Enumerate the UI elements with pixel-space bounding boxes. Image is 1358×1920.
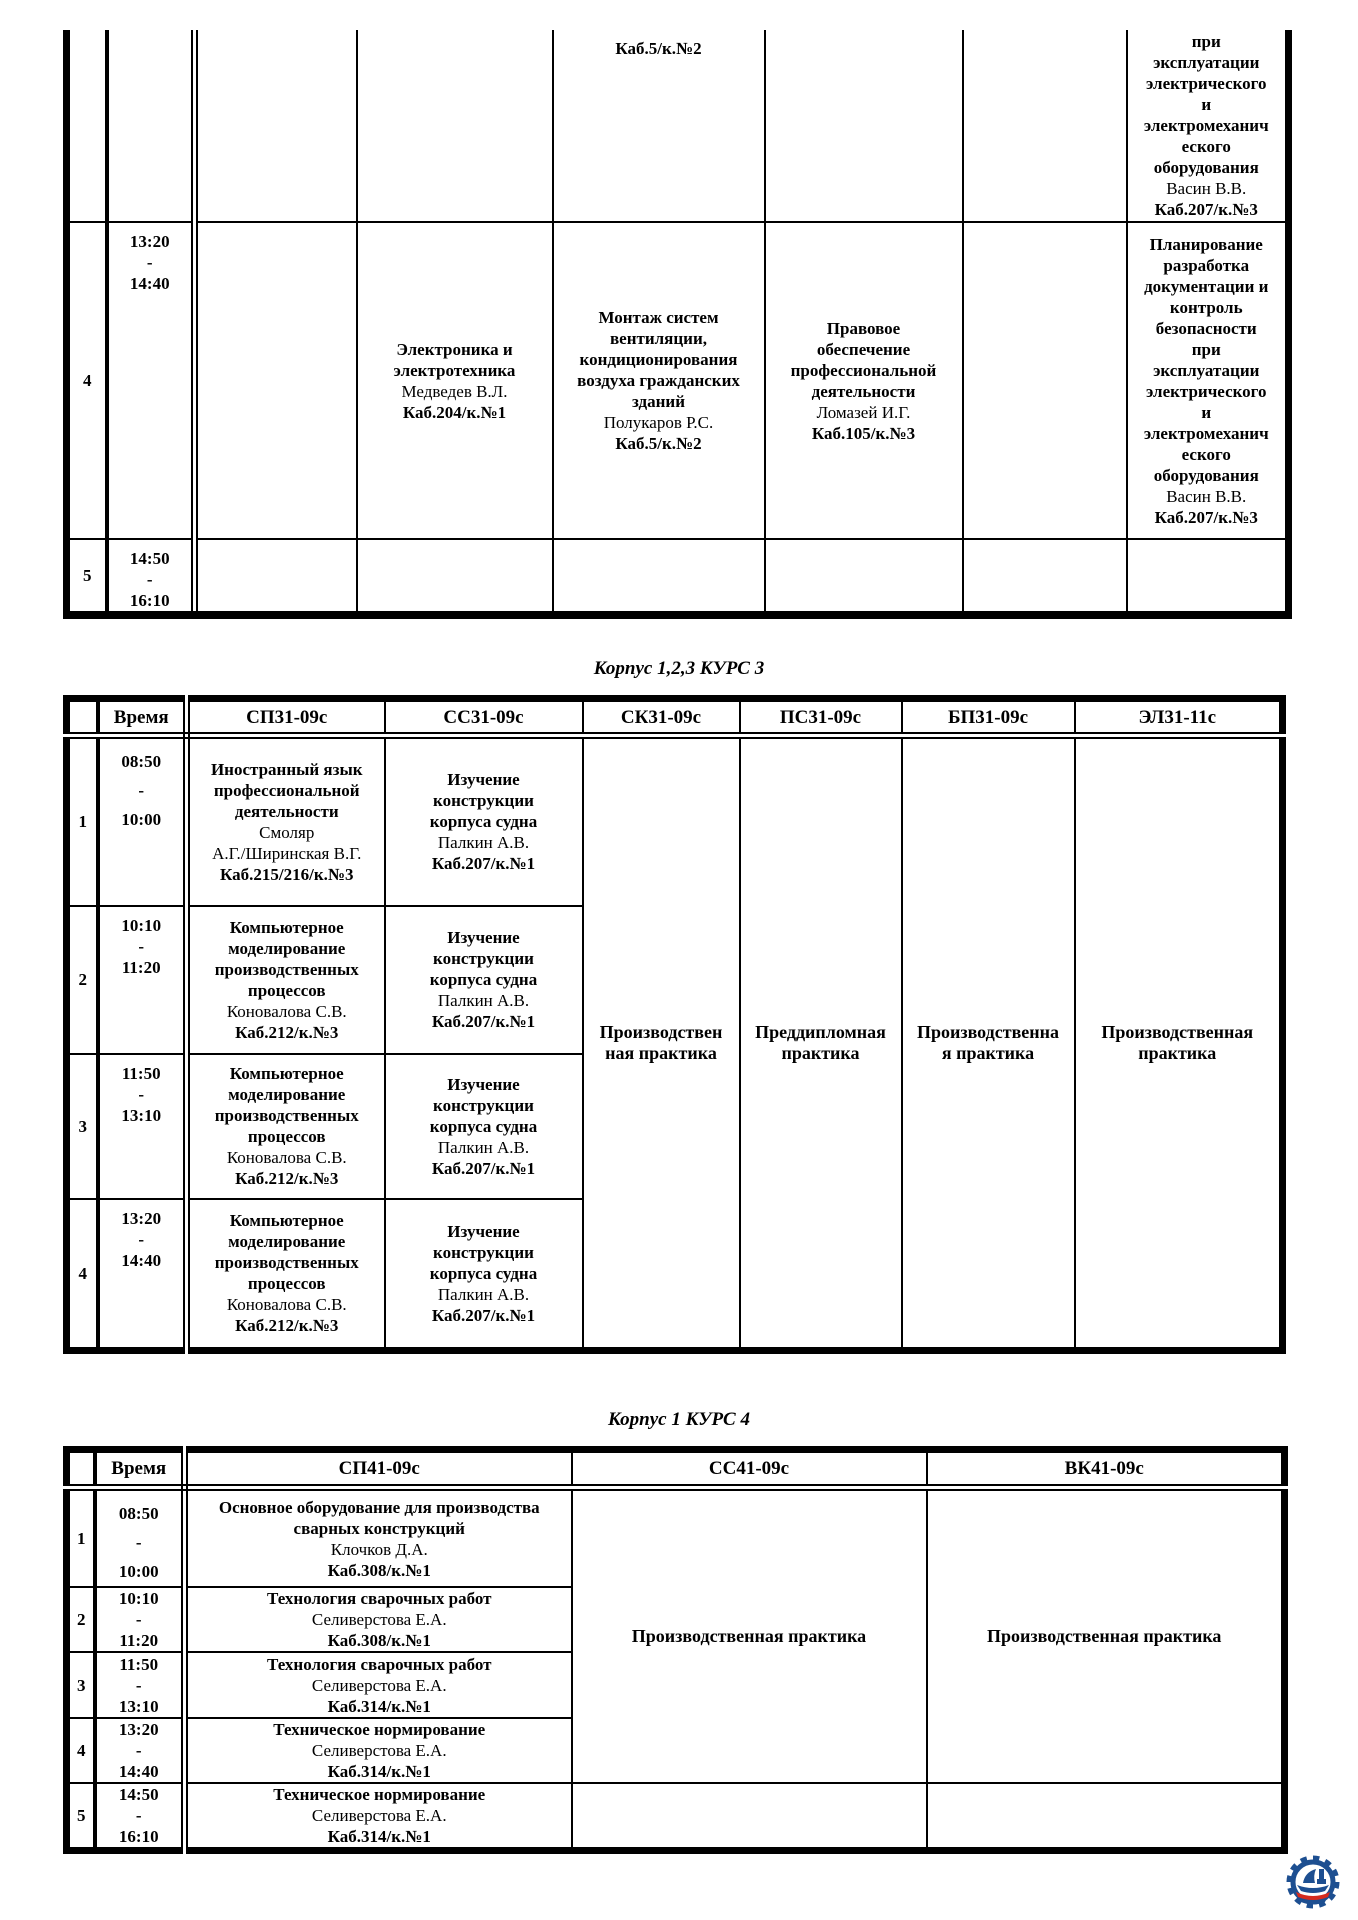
time-cell: 13:20 - 14:40 <box>98 1199 187 1351</box>
course4-title: Корпус 1 КУРС 4 <box>608 1409 750 1430</box>
group-header-ps31: ПС31-09с <box>740 699 902 736</box>
time-cell: 10:10 - 11:20 <box>98 906 187 1054</box>
table-row-1 <box>67 1488 1285 1588</box>
time-header-cell: Время <box>98 699 187 736</box>
table-row-5 <box>67 1783 1285 1851</box>
corner-cell <box>67 699 98 736</box>
empty-lesson-cell <box>195 539 357 615</box>
time-header-cell: Время <box>95 1450 185 1488</box>
lesson-cell: Компьютерное моделирование производственных процессов Коновалова С.В. Каб.212/к.№3 <box>187 1199 385 1351</box>
row-number-cell: 2 <box>67 906 98 1054</box>
time-cell: 11:50 - 13:10 <box>95 1652 185 1718</box>
group-header-sp41: СП41-09с <box>185 1450 572 1488</box>
group-header-el31: ЭЛ31-11с <box>1075 699 1283 736</box>
row-number-cell: 1 <box>67 736 98 906</box>
empty-lesson-cell <box>765 30 963 222</box>
time-cell: 13:20 - 14:40 <box>95 1718 185 1783</box>
lesson-cell: Технология сварочных работ Селиверстова Е.А. Каб.308/к.№1 <box>185 1587 572 1652</box>
empty-lesson-cell <box>195 30 357 222</box>
practice-cell-sk31: Производствен ная практика <box>583 736 740 1351</box>
empty-lesson-cell <box>1127 539 1289 615</box>
row-number-cell: 4 <box>67 1199 98 1351</box>
lesson-cell: Планирование разработка документации и контроль безопасности при эксплуатации электрического и электромеханич еского оборудования Васин В.В. Каб.207/к.№3 <box>1127 222 1289 539</box>
time-cell: 11:50 - 13:10 <box>98 1054 187 1199</box>
time-cell: 08:50 - 10:00 <box>98 736 187 906</box>
empty-lesson-cell <box>357 539 553 615</box>
group-header-vk41: ВК41-09с <box>927 1450 1285 1488</box>
group-header-ss31: СС31-09с <box>385 699 583 736</box>
group-header-sp31: СП31-09с <box>187 699 385 736</box>
row-number-cell: 2 <box>67 1587 95 1652</box>
lesson-cell: Компьютерное моделирование производственных процессов Коновалова С.В. Каб.212/к.№3 <box>187 906 385 1054</box>
time-cell: 13:20 - 14:40 <box>107 222 195 539</box>
time-cell: 14:50 - 16:10 <box>95 1783 185 1851</box>
time-cell <box>107 30 195 222</box>
row-number-cell: 1 <box>67 1488 95 1588</box>
time-cell: 14:50 - 16:10 <box>107 539 195 615</box>
course4-schedule-table <box>63 1446 1288 1854</box>
lesson-cell-room-only: Каб.5/к.№2 <box>553 30 765 222</box>
empty-lesson-cell <box>963 30 1127 222</box>
time-cell: 08:50 - 10:00 <box>95 1488 185 1588</box>
practice-cell-vk41: Производственная практика <box>927 1488 1285 1784</box>
lesson-cell: Основное оборудование для производства сварных конструкций Клочков Д.А. Каб.308/к.№1 <box>185 1488 572 1588</box>
row-number-cell <box>67 30 107 222</box>
empty-lesson-cell <box>963 222 1127 539</box>
table-row-partial <box>67 30 1289 222</box>
empty-lesson-cell <box>195 222 357 539</box>
college-logo-icon <box>1284 1854 1342 1916</box>
header-row <box>67 699 1283 736</box>
corner-cell <box>67 1450 95 1488</box>
empty-lesson-cell <box>927 1783 1285 1851</box>
empty-lesson-cell <box>963 539 1127 615</box>
course3-title: Корпус 1,2,3 КУРС 3 <box>593 658 765 679</box>
empty-lesson-cell <box>357 30 553 222</box>
table-row-4 <box>67 222 1289 539</box>
row-number-cell: 4 <box>67 1718 95 1783</box>
lesson-cell: Электроника и электротехника Медведев В.Л. Каб.204/к.№1 <box>357 222 553 539</box>
lesson-cell: Технология сварочных работ Селиверстова Е.А. Каб.314/к.№1 <box>185 1652 572 1718</box>
lesson-cell: Изучение конструкции корпуса судна Палкин А.В. Каб.207/к.№1 <box>385 1054 583 1199</box>
row-number-cell: 3 <box>67 1652 95 1718</box>
row-number-cell: 3 <box>67 1054 98 1199</box>
lesson-cell: Правовое обеспечение профессиональной деятельности Ломазей И.Г. Каб.105/к.№3 <box>765 222 963 539</box>
lesson-cell: Изучение конструкции корпуса судна Палкин А.В. Каб.207/к.№1 <box>385 1199 583 1351</box>
continuation-schedule-table <box>63 30 1292 619</box>
time-cell: 10:10 - 11:20 <box>95 1587 185 1652</box>
lesson-cell: Компьютерное моделирование производственных процессов Коновалова С.В. Каб.212/к.№3 <box>187 1054 385 1199</box>
lesson-cell: Иностранный язык профессиональной деятельности Смоляр А.Г./Ширинская В.Г. Каб.215/216/к.№3 <box>187 736 385 906</box>
practice-cell-bp31: Производственна я практика <box>902 736 1075 1351</box>
table-row-5 <box>67 539 1289 615</box>
practice-cell-ps31: Преддипломная практика <box>740 736 902 1351</box>
course3-schedule-table <box>63 695 1286 1354</box>
lesson-cell: Монтаж систем вентиляции, кондиционирования воздуха гражданских зданий Полукаров Р.С. Каб.5/к.№2 <box>553 222 765 539</box>
lesson-cell: Техническое нормирование Селиверстова Е.А. Каб.314/к.№1 <box>185 1783 572 1851</box>
row-number-cell: 4 <box>67 222 107 539</box>
row-number-cell: 5 <box>67 1783 95 1851</box>
table-row-1 <box>67 736 1283 906</box>
empty-lesson-cell <box>765 539 963 615</box>
practice-cell-ss41: Производственная практика <box>572 1488 927 1784</box>
lesson-cell: Изучение конструкции корпуса судна Палкин А.В. Каб.207/к.№1 <box>385 906 583 1054</box>
row-number-cell: 5 <box>67 539 107 615</box>
header-row <box>67 1450 1285 1488</box>
lesson-cell-continued: при эксплуатации электрического и электромеханич еского оборудования Васин В.В. Каб.207/к.№3 <box>1127 30 1289 222</box>
empty-lesson-cell <box>553 539 765 615</box>
empty-lesson-cell <box>572 1783 927 1851</box>
lesson-cell: Изучение конструкции корпуса судна Палкин А.В. Каб.207/к.№1 <box>385 736 583 906</box>
lesson-cell: Техническое нормирование Селиверстова Е.А. Каб.314/к.№1 <box>185 1718 572 1783</box>
group-header-ss41: СС41-09с <box>572 1450 927 1488</box>
group-header-sk31: СК31-09с <box>583 699 740 736</box>
group-header-bp31: БП31-09с <box>902 699 1075 736</box>
practice-cell-el31: Производственная практика <box>1075 736 1283 1351</box>
